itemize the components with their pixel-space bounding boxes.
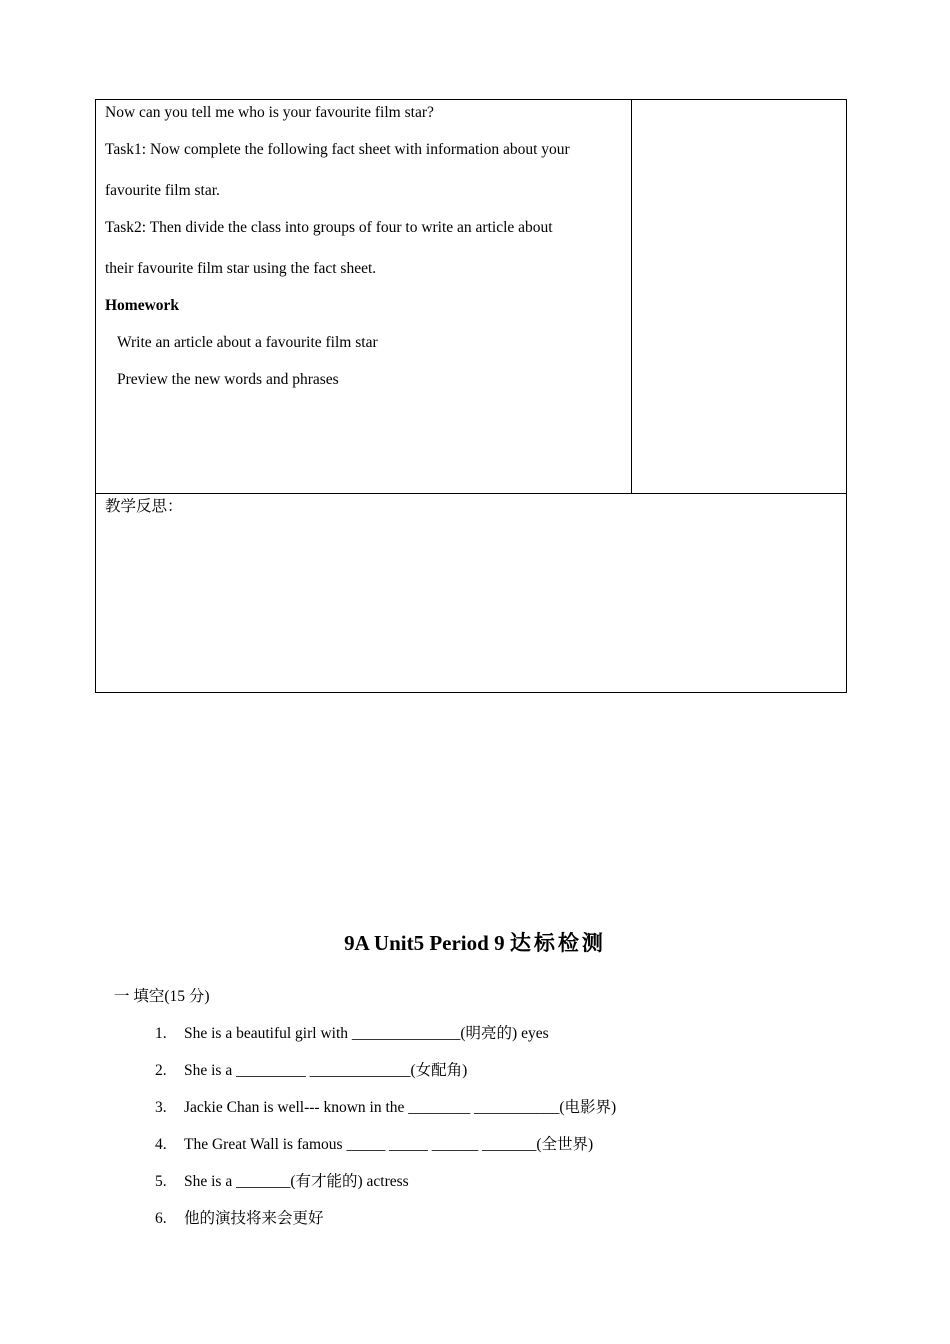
question-text: 他的演技将来会更好	[184, 1210, 324, 1227]
question-number: 2.	[155, 1062, 167, 1079]
homework-item: Preview the new words and phrases	[117, 371, 339, 388]
question-text: Jackie Chan is well--- known in the ________ ___________(电影界)	[184, 1099, 617, 1116]
question-line: Now can you tell me who is your favourite film star?	[105, 104, 434, 121]
question-text: She is a beautiful girl with ______________(明亮的) eyes	[184, 1025, 549, 1042]
question-number: 5.	[155, 1173, 167, 1190]
task1-line-cont: favourite film star.	[105, 182, 220, 199]
question-text: She is a _________ _____________(女配角)	[184, 1062, 468, 1079]
question-text: The Great Wall is famous _____ _____ ______ _______(全世界)	[184, 1136, 594, 1153]
task2-line-cont: their favourite film star using the fact sheet.	[105, 260, 377, 277]
reflection-label: 教学反思：	[105, 498, 183, 515]
task1-line: Task1: Now complete the following fact sheet with information about your	[105, 141, 570, 158]
question-number: 3.	[155, 1099, 167, 1116]
homework-heading: Homework	[105, 297, 180, 314]
procedure-cell	[96, 100, 632, 493]
test-title	[0, 929, 950, 957]
question-item	[155, 1209, 324, 1229]
question-number: 4.	[155, 1136, 167, 1153]
lesson-plan-table	[95, 99, 847, 693]
question-item	[155, 1098, 616, 1118]
notes-cell	[632, 100, 847, 493]
question-number: 1.	[155, 1025, 167, 1042]
test-title-cjk: 达标检测	[509, 931, 606, 955]
reflection-cell	[96, 494, 846, 693]
homework-item: Write an article about a favourite film star	[117, 334, 378, 351]
question-item	[155, 1061, 467, 1081]
question-item	[155, 1172, 409, 1192]
question-item	[155, 1024, 549, 1044]
section-heading: 一 填空(15 分)	[114, 988, 210, 1005]
question-number: 6.	[155, 1210, 167, 1227]
question-item	[155, 1135, 593, 1155]
test-title-text: 9A Unit5 Period 9	[344, 931, 510, 955]
task2-line: Task2: Then divide the class into groups of four to write an article about	[105, 219, 553, 236]
question-text: She is a _______(有才能的) actress	[184, 1173, 409, 1190]
